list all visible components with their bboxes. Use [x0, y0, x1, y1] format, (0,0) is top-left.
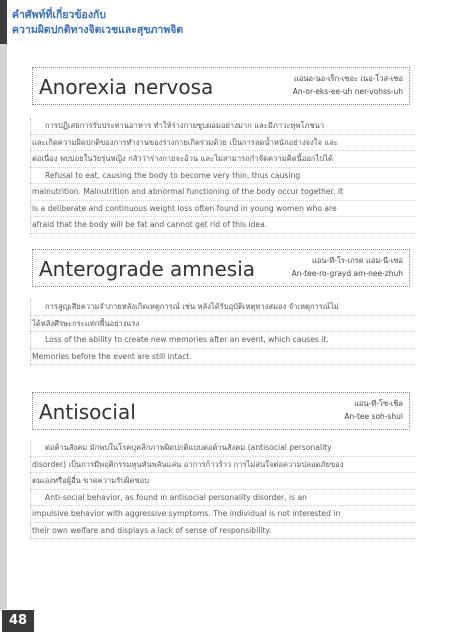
definition-line: Loss of the ability to create new memories after an event, which causes it. [31, 332, 416, 349]
definition-line: ตนเองหรือผู้อื่น ขาดความรับผิดชอบ [31, 473, 416, 490]
definition-line: ต่อต้านสังคม มักพบในโรคบุคลิกภาพผิดปกติแบบต่อต้านสังคม (antisocial personality [31, 440, 416, 457]
definition-line: impulsive behavior with aggressive symptoms. The individual is not interested in [31, 506, 416, 523]
term-pronunciation [344, 397, 403, 423]
definition-antisocial [30, 440, 416, 539]
header-band [0, 0, 7, 44]
definition-line: การสูญเสียความจำภายหลังเกิดเหตุการณ์ เช่น หลังได้รับอุบัติเหตุทางสมอง จำเหตุการณ์ไม่ [31, 299, 416, 316]
pronunciation-thai: แอนอ-นอ-เร็ก-เซอะ เนอ-โวส-เซอ [293, 74, 403, 83]
side-band [0, 44, 7, 609]
pronunciation-en: An-tee soh-shul [344, 412, 403, 421]
term-box-anterograde [32, 249, 410, 287]
term-word: Anterograde amnesia [39, 257, 256, 281]
definition-anorexia [30, 118, 416, 234]
page-number: 48 [2, 610, 34, 632]
term-pronunciation [292, 254, 403, 280]
definition-anterograde [30, 299, 416, 365]
definition-line: disorder) เป็นการมีพฤติกรรมหุนหันพลันแล่น อาการก้าวร้าว การไม่สนใจต่อความปลอดภัยของ [31, 457, 416, 474]
definition-line: ได้หลังศีรษะกระแทกพื้นอย่างแรง [31, 316, 416, 333]
term-pronunciation [293, 72, 403, 98]
definition-line: malnutrition. Malnutrition and abnormal functioning of the body occur together. It [31, 184, 416, 201]
term-word: Antisocial [39, 400, 136, 424]
header-title-line1: คำศัพท์ที่เกี่ยวข้องกับ [12, 9, 106, 21]
pronunciation-en: An-tee-ro-grayd am-nee-zhuh [291, 269, 403, 278]
definition-line: is a deliberate and continuous weight loss often found in young women who are [31, 201, 416, 218]
header-title-line2: ความผิดปกติทางจิตเวชและสุขภาพจิต [12, 24, 184, 36]
definition-line: afraid that the body will be fat and cannot get rid of this idea. [31, 217, 416, 234]
definition-line: ต่อเนื่อง พบบ่อยในวัยรุ่นหญิง กลัวว่าร่างกายจะอ้วน และไม่สามารถกำจัดความคิดนี้ออกไปได้ [31, 151, 416, 168]
page-header [0, 0, 452, 44]
definition-line: Anti-social behavior, as found in antisocial personality disorder, is an [31, 490, 416, 507]
definition-line: their own welfare and displays a lack of sense of responsibility. [31, 523, 416, 540]
term-box-anorexia [32, 67, 410, 105]
header-title [12, 8, 183, 38]
definition-line: Memories before the event are still intact. [31, 349, 416, 366]
definition-line: และเกิดความผิดปกติของการทำงานของร่างกายเกิดร่วมด้วย เป็นการลดน้ำหนักอย่างจงใจ และ [31, 135, 416, 152]
term-word: Anorexia nervosa [39, 75, 214, 99]
pronunciation-thai: แอน-ที-โร-เกรด แอม-นี-เซอ [312, 256, 403, 265]
definition-line: Refusal to eat, causing the body to become very thin, thus causing [31, 168, 416, 185]
pronunciation-en: An-or-eks-ee-uh ner-vohss-uh [292, 87, 403, 96]
pronunciation-thai: แอน-ที-โซ-เชิล [354, 399, 403, 408]
definition-line: การปฏิเสธการรับประทานอาหาร ทำให้ร่างกายซูบผอมอย่างมาก และมีภาวะทุพโภชนา [31, 118, 416, 135]
term-box-antisocial [32, 392, 410, 430]
